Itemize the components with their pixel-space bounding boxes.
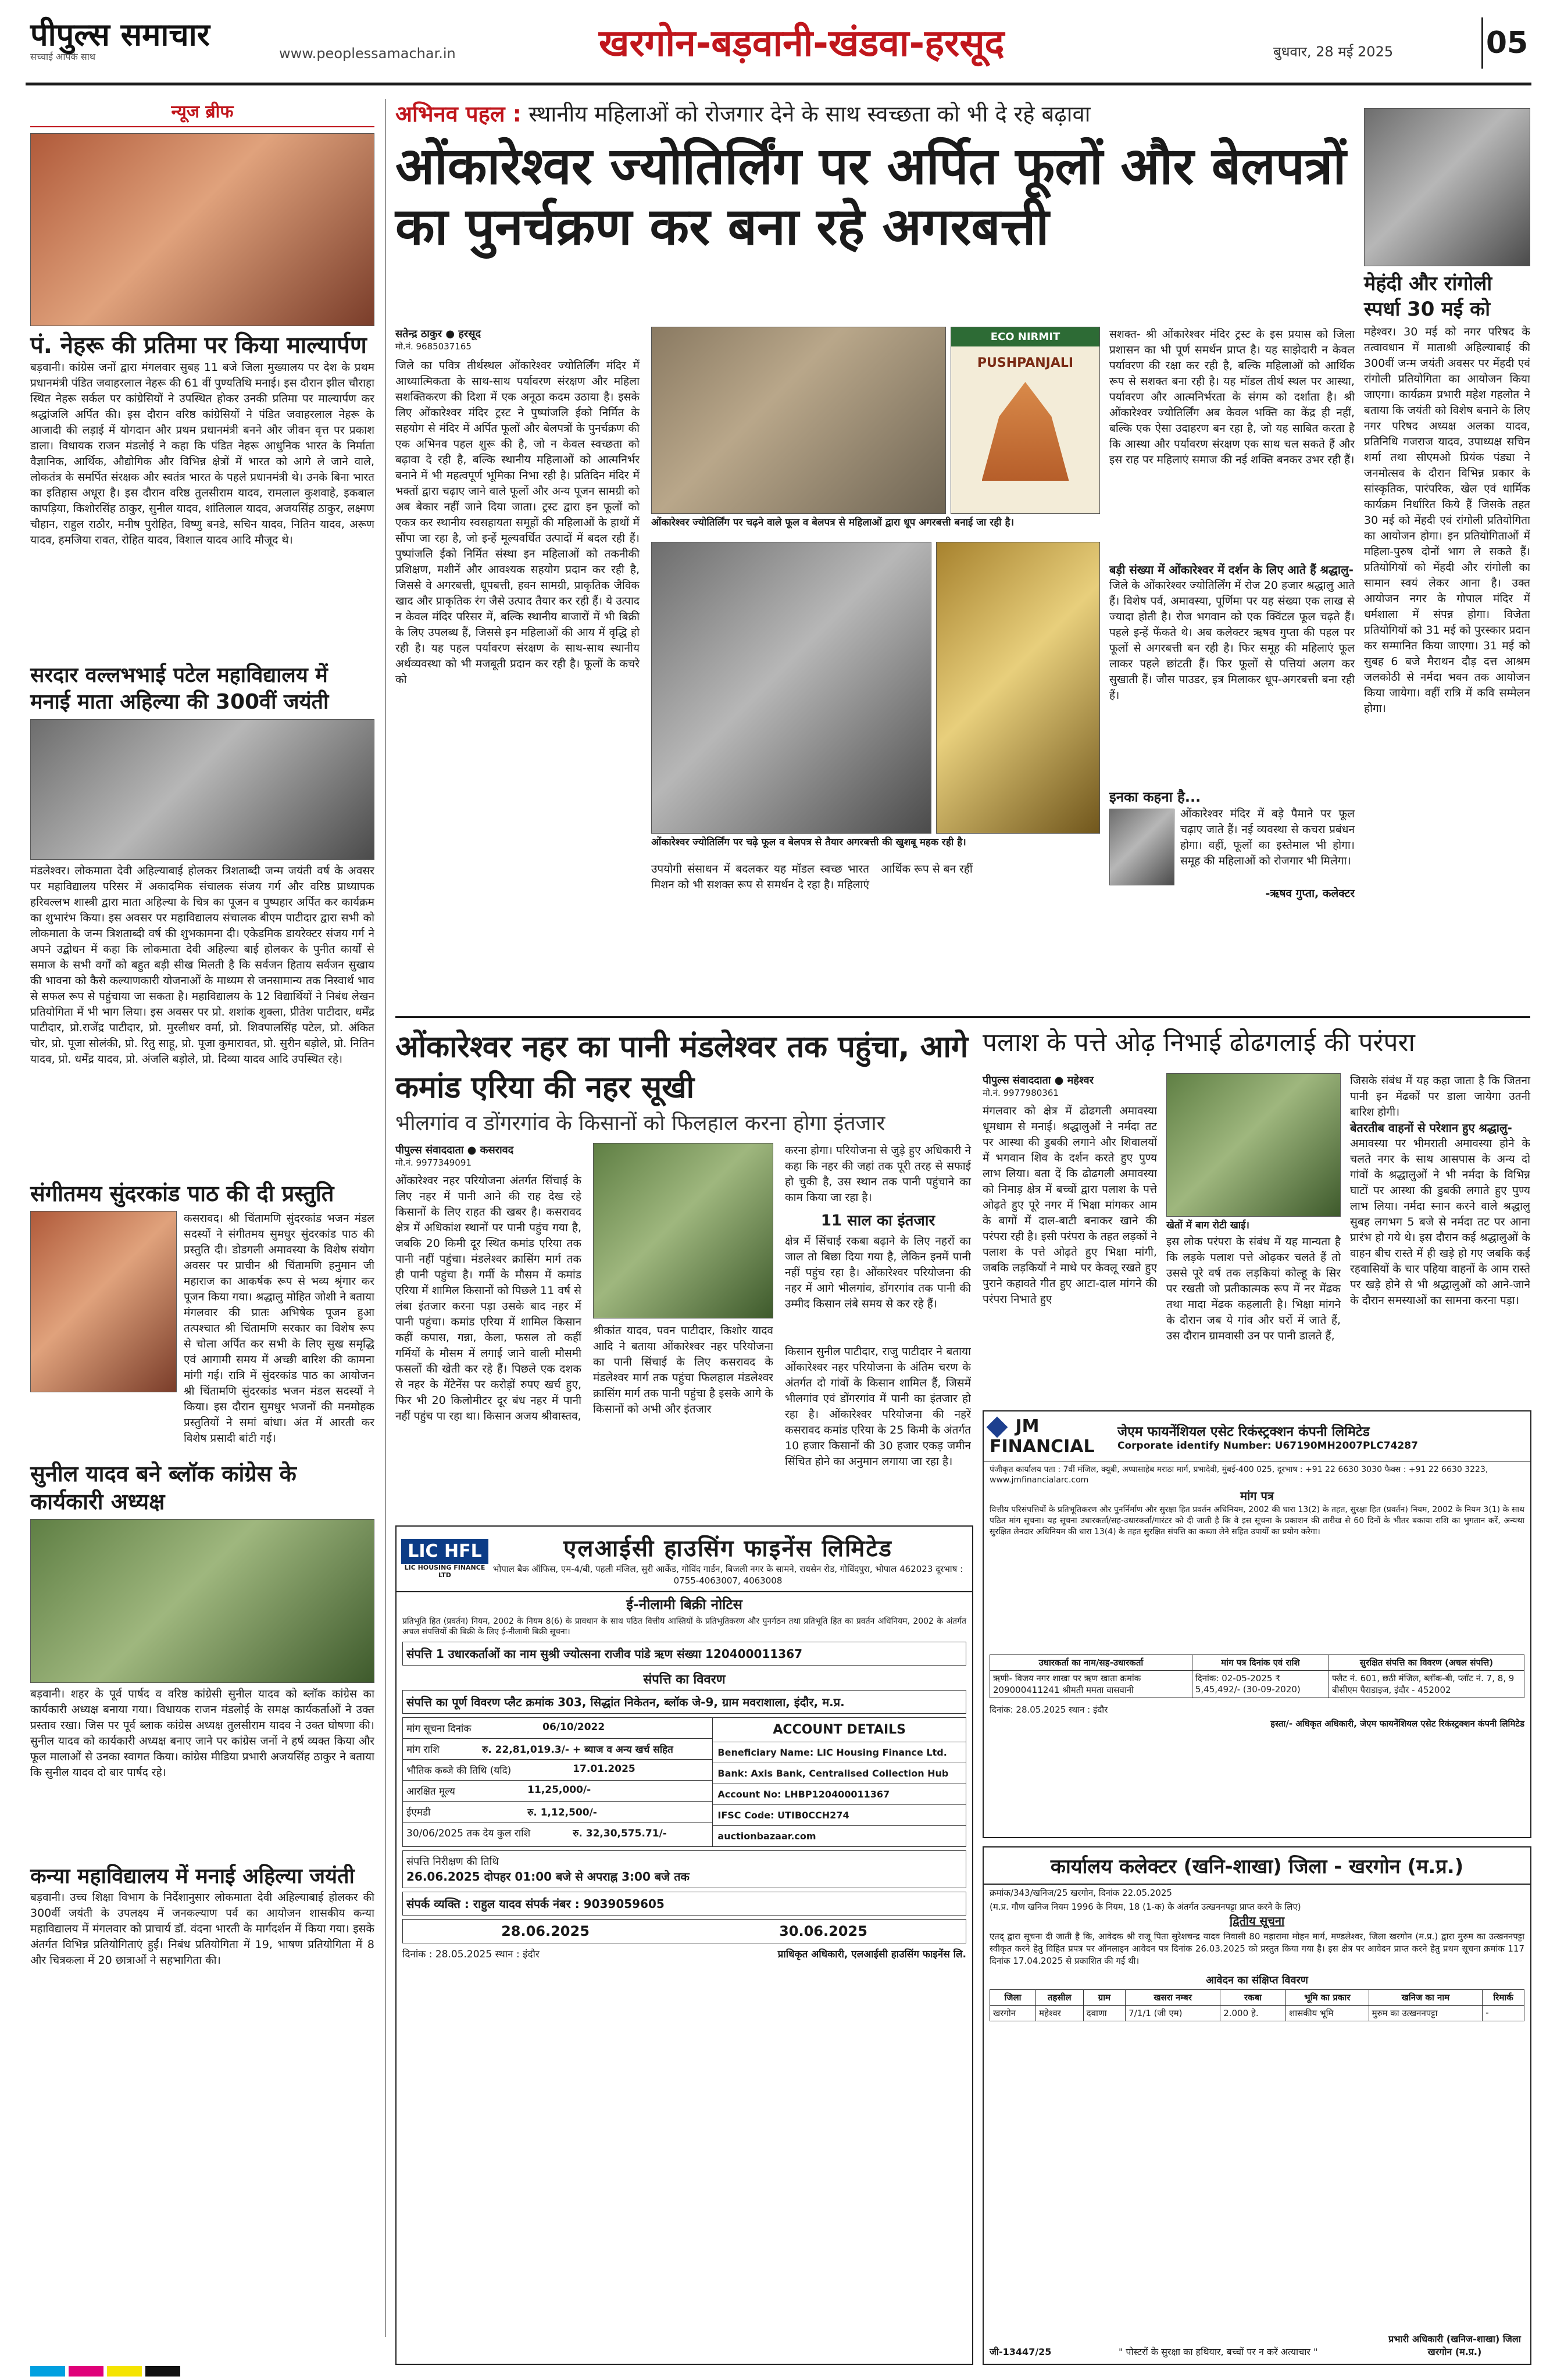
lic-inspection-date: 26.06.2025 दोपहर 01:00 बजे से अपराह्न 3:00 बजे तक: [406, 1870, 690, 1884]
main-story: [395, 100, 1355, 1007]
lic-inspection-label: संपत्ति निरीक्षण की तिथि: [406, 1856, 499, 1868]
main-photos: [651, 327, 1099, 925]
palash-col1-text: मंगलवार को क्षेत्र में ढोढगली अमावस्या धूमधाम से मनाई। श्रद्धालुओं ने नर्मदा तट पर आस्था की डुबकी लगाने और शिवालयों में भगवान शिव के दर्शन करते हुए पुण्य लाभ लिया। बता दें कि ढोढगली अमावस्या को निमाड़ क्षेत्र में बच्चों द्वारा पलाश के पत्ते ओढ़ते हुए पूरे नगर में भिक्षा मांगकर आम के बागों में दाल-बाटी बनाकर खाने की परंपरा रही है। इसी परंपरा के तहत लड़कों ने पलाश के पत्ते ओढ़ते हुए भिक्षा मांगी, जबकि लड़कियों ने माथे पर केवलू रखते हुए पुराने कहावते गीत हुए आटा-दाल मांगने की परंपरा निभाते हुए: [983, 1105, 1157, 1306]
brief3-title: संगीतमय सुंदरकांड पाठ की दी प्रस्तुति: [30, 1181, 334, 1206]
ahilyabai-statue-photo: [1364, 108, 1530, 266]
website-url[interactable]: www.peoplessamachar.in: [279, 45, 456, 62]
hanuman-shringar-photo: [30, 1211, 177, 1392]
row-key: आरक्षित मूल्य: [406, 1786, 455, 1797]
collector-title: कार्यालय कलेक्टर (खनि-शाखा) जिला - खरगोन (म.प्र.): [984, 1847, 1530, 1885]
collector-table-wrap: [984, 1987, 1530, 2024]
lic-auction-site[interactable]: auctionbazaar.com: [717, 1831, 816, 1842]
lic-footer-date: दिनांक : 28.05.2025 स्थान : इंदौर: [402, 1949, 540, 1960]
jm-footer: दिनांक: 28.05.2025 स्थान : इंदौर: [990, 1704, 1108, 1715]
row-value: रु. 22,81,019.3/- + ब्याज व अन्य खर्च सहित: [482, 1744, 673, 1756]
collector-rule: (म.प्र. गौण खनिज नियम 1996 के नियम, 18 (1-क) के अंतर्गत उत्खननपट्टा प्राप्त करने के लिए): [990, 1902, 1301, 1912]
main-col3-text: सशक्त- श्री ओंकारेश्वर मंदिर ट्रस्ट के इस प्रयास को जिला प्रशासन का भी पूर्ण समर्थन प्राप्त है। यह साझेदारी न केवल पर्यावरण की रक्षा कर रही है, बल्कि महिलाओं को आर्थिक रूप से सशक्त बना रही है। यह मॉडल तीर्थ स्थल पर आस्था, पर्यावरण और आत्मनिर्भरता के संगम को दर्शाता है। श्री ओंकारेश्वर ज्योतिर्लिंग अब केवल भक्ति का केंद्र ही नहीं, बल्कि एक ऐसा उदाहरण बन रहा है, जो यह साबित करता है कि आस्था और पर्यावरण संरक्षण एक साथ चल सकते हैं और इस राह पर महिलाएं समाज की नई शक्ति बनकर उभर रही हैं।: [1109, 328, 1355, 466]
color-swatch: [107, 2366, 142, 2377]
kicker-text: स्थानीय महिलाओं को रोजगार देने के साथ स्वच्छता को भी दे रहे बढ़ावा: [528, 101, 1091, 127]
td-mineral: मुरुम का उत्खननपट्टा: [1369, 2006, 1483, 2021]
jm-td-borrower: ऋणी- विजय नगर शाखा पर ऋण खाता क्रमांक 209000411241 श्रीमती ममता वासवानी: [990, 1671, 1192, 1698]
jm-table: [990, 1654, 1524, 1698]
row-key: 30/06/2025 तक देय कुल राशि: [406, 1828, 531, 1839]
palash-story: [983, 1027, 1530, 1410]
palash-col-2: [1166, 1073, 1341, 1410]
palash-col2-text: इस लोक परंपरा के संबंध में यह मान्यता है कि लड़के पलाश पत्ते ओढ़कर चलते हैं तो उससे पूरे वर्ष तक लड़कियां कोल्हू के सिर पर रखती जो प्रतीकात्मक रूप में नर मेंढक तथा मादा मेंढक कहलाती है। भिक्षा मांगने के दौरान जब ये गांव और घरों में जाते हैं, उस दौरान ग्रामवासी उन पर पानी डालते हैं,: [1166, 1235, 1341, 1342]
table-row: [403, 1739, 712, 1760]
td-village: दवाणा: [1083, 2006, 1126, 2021]
table-row: [403, 1822, 712, 1843]
row-key: ईएमडी: [406, 1807, 431, 1818]
td-khasra: 7/1/1 (जी एम): [1126, 2006, 1220, 2021]
palash-col3-text: जिसके संबंध में यह कहा जाता है कि जितना पानी इन मेंढकों पर डाला जायेगा उतनी बारिश होगी।: [1350, 1074, 1530, 1118]
brief5-body: बड़वानी। उच्च शिक्षा विभाग के निर्देशानुसार लोकमाता देवी अहिल्याबाई होलकर की 300वीं जयंती के उपलक्ष्य में जनकल्याण पर्व का आयोजन शासकीय कन्या महाविद्यालय में मंगलवार को प्राचार्य डॉ. वंदना भारती के मार्गदर्शन में किया गया। इसके अंतर्गत विभिन्न प्रतियोगिताएं हुईं। निबंध प्रतियोगिता में 19, भाषण प्रतियोगिता में 8 और चित्रकला में 20 छात्राओं ने सहभागिता की।: [30, 1891, 374, 1967]
lic-loan-rows: [403, 1718, 713, 1846]
collector-notice-title: द्वितीय सूचना: [1229, 1914, 1285, 1928]
lic-subtitle: ई-नीलामी बिक्री नोटिस: [626, 1596, 742, 1613]
row-value: रु. 32,30,575.71/-: [573, 1828, 667, 1839]
collector-table: [990, 1989, 1524, 2021]
lic-hfl-notice: [395, 1525, 973, 2365]
column-divider: [385, 99, 386, 2337]
canal-col2-text: करना होगा। परियोजना से जुड़े हुए अधिकारी ने कहा कि नहर की जहां तक पूरी तरह से सफाई हो चुकी है, उस स्थान तक पानी पहुंचाने का काम किया जा रहा है।: [785, 1144, 971, 1204]
brief5-title: कन्या महाविद्यालय में मनाई अहिल्या जयंती: [30, 1864, 355, 1888]
canal-story: [395, 1027, 971, 1518]
jm-brand: JM FINANCIAL: [990, 1416, 1095, 1457]
page-date: बुधवार, 28 मई 2025: [1273, 44, 1394, 60]
td-remark: -: [1483, 2006, 1524, 2021]
lic-bank-row: Bank: Axis Bank, Centralised Collection Hub: [713, 1763, 966, 1784]
lic-bank-row: Beneficiary Name: LIC Housing Finance Ltd.: [713, 1742, 966, 1763]
main-col3-text-b: जिले के ओंकारेश्वर ज्योतिर्लिंग में रोज 20 हजार श्रद्धालु आते हैं। विशेष पर्व, अमावस्या, पूर्णिमा पर यह संख्या एक लाख से ज्यादा होती है। रोज भगवान को एक क्विंटल फूल चढ़ते हैं। पहले इन्हें फेंकते थे। अब कलेक्टर ऋषव गुप्ता की पहल पर फूलों से अगरबत्ती बन रही है। फिर समूह की महिलाएं फूल लाकर पहले छांटती हैं। फिर फूलों से पत्तियां अलग कर सुखाती हैं। जौस पाउडर, इत्र मिलाकर धूप-अगरबत्ती बना रही हैं।: [1109, 579, 1355, 702]
table-row: [990, 1671, 1524, 1698]
logo: [30, 16, 274, 64]
row-key: मांग राशि: [406, 1744, 440, 1756]
lic-property: संपत्ति का पूर्ण विवरण प्लैट क्रमांक 303, सिद्धांत निकेतन, ब्लॉक जे-9, ग्राम मवराशाला, इंदौर, म.प्र.: [402, 1690, 966, 1714]
collector-photo: [1109, 809, 1174, 885]
table-row: [403, 1760, 712, 1781]
canal-subheading: 11 साल का इंतजार: [820, 1212, 935, 1230]
brief3-body: कसरावद। श्री चिंतामणि सुंदरकांड भजन मंडल सदस्यों ने संगीतमय सुमधुर सुंदरकांड पाठ की प्रस्तुति दी। डोडगली अमावस्या के विशेष संयोग अवसर पर प्राचीन श्री चिंतामणि हनुमान जी महाराज का आकर्षक रूप से भव्य श्रृंगार कर पूजन किया गया। श्रद्धालु मोहित जोशी ने बताया मंगलवार की प्रातः अभिषेक पूजन हुआ तत्पश्चात श्री चिंतामणि सरकार का विशेष रूप से चोला अर्पित कर सभी के लिए सुख समृद्धि एवं आगामी समय में अच्छी बारिश की कामना मांगी गई। रात्रि में सुंदरकांड पाठ का आयोजन श्री चिंतामणि सुंदरकांड भजन मंडल सदस्यों ने किया। इस दौरान सुमधुर भजनों की मनमोहक प्रस्तुतियों ने समां बांधा। अंत में आरती कर विशेष प्रसादी बांटी गई।: [184, 1212, 374, 1445]
children-palash-leaves-photo: [1166, 1073, 1341, 1217]
collector-footer-note: " पोस्टरों के सुरक्षा का हथियार, बच्चों पर न करें अत्याचार ": [1118, 2346, 1318, 2357]
jm-address: पंजीकृत कार्यालय पता : 7वीं मंजिल, क्यूबी, अप्पासाहेब मराठा मार्ग, प्रभादेवी, मुंबई-400 025, दूरभाष : +91 22 6630 3030 फैक्स : +91 22 6630 3223, www.jmfinancialarc.com: [990, 1465, 1488, 1485]
lic-title: एलआईसी हाउसिंग फाइनेंस लिमिटेड: [563, 1535, 892, 1562]
canal-col1-text: ओंकारेश्वर नहर परियोजना अंतर्गत सिंचाई के लिए नहर में पानी आने की राह देख रहे किसानों के लिए राहत की खबर है। कसरावद क्षेत्र में अधिकांश स्थानों पर पानी पहुंच गया है, जबकि 20 किमी दूर स्थित कमांड एरिया तक पानी नहीं पहुंचा। मंडलेश्वर क्रासिंग मार्ग तक ही पानी पहुंचा है। गर्मी के मौसम में कमांड एरिया में शामिल किसानों को पिछले 11 वर्ष से लंबा इंतजार करना पड़ा उसके बाद नहर में पानी पहुंचा। कमांड एरिया में शामिल किसान कहीं कपास, गन्ना, केला, फसल तो कहीं गर्मियों के मौसम में लगाई जाने वाली मौसमी फसलों की खेती कर रहे हैं। पिछले एक दशक से नहर के मेंटेनेंस पर करोड़ों रुपए खर्च हुए, फिर भी 20 किलोमीटर दूर बंध नहर में पानी नहीं पहुंच पा रहा था। किसान अजय श्रीवास्तव,: [395, 1174, 581, 1423]
jm-th-borrower: उधारकर्ता का नाम/सह-उधारकर्ता: [990, 1655, 1192, 1671]
th-khasra: खसरा नम्बर: [1126, 1990, 1220, 2006]
palash-headline: पलाश के पत्ते ओढ़ निभाई ढोढगलाई की परंपरा: [983, 1028, 1415, 1057]
th-area: रकबा: [1220, 1990, 1286, 2006]
th-district: जिला: [990, 1990, 1036, 2006]
main-col-3: [1109, 327, 1355, 1007]
lic-intro: प्रतिभूति हित (प्रवर्तन) नियम, 2002 के नियम 8(6) के प्रावधान के साथ पठित वित्तीय आस्तियों के प्रतिभूतिकरण और पुनर्गठन तथा प्रतिभूति हित का प्रवर्तन अधिनियम, 2002 के अंतर्गत अचल संपत्तियों की बिक्री के लिए ई-नीलामी बिक्री सूचना।: [402, 1617, 966, 1636]
canal-col-1: [395, 1143, 581, 1518]
brief1-title: पं. नेहरू की प्रतिमा पर किया माल्यार्पण: [30, 332, 367, 359]
main-caption-2: ओंकारेश्वर ज्योतिर्लिंग पर चढ़े फूल व बेलपत्र से तैयार अगरबत्ती की खुशबू महक रही है।: [651, 836, 1099, 849]
collector-notice: [983, 1846, 1531, 2365]
collector-table-title: आवेदन का संक्षिप्त विवरण: [1206, 1974, 1308, 1986]
jm-sign: हस्ता/- अधिकृत अधिकारी, जेएम फायनेंशियल एसेट रिकंस्ट्रक्शन कंपनी लिमिटेड: [1270, 1718, 1524, 1729]
jm-header: [984, 1411, 1530, 1462]
td-land-type: शासकीय भूमि: [1286, 2006, 1369, 2021]
masthead-rule: [26, 83, 1531, 85]
main-byline: सतेन्द्र ठाकुर ● हरसूद: [395, 328, 481, 340]
jm-title: जेएम फायनेंशियल एसेट रिकंस्ट्रक्शन कंपनी लिमिटेड: [1117, 1424, 1370, 1439]
jm-notice-title: मांग पत्र: [1240, 1489, 1274, 1503]
logo-text: पीपुल्स समाचार: [30, 16, 210, 53]
lic-property-label: संपत्ति का विवरण: [643, 1673, 726, 1687]
jm-body: वित्तीय परिसंपत्तियों के प्रतिभूतिकरण और पुनर्निर्माण और सुरक्षा हित प्रवर्तन अधिनियम, 2002 की धारा 13(2) के तहत, सुरक्षा हित (प्रवर्तन) नियम, 2002 के नियम 3(1) के साथ पठित मांग सूचना। यह सूचना उधारकर्ता/सह-उधारकर्ता/गारंटर को दी जाती है कि वे इस सूचना के प्रकाशन की तारीख से 60 दिनों के भीतर बकाया राशि का भुगतान करें, अन्यथा सुरक्षित लेनदार अधिनियम की धारा 13(4) के तहत सुरक्षित संपत्ति का कब्जा लेने सहित उपायों का प्रयोग करेगा।: [990, 1505, 1524, 1536]
lic-address: भोपाल बैक ऑफिस, एम-4/बी, पहली मंजिल, सुरी आर्केड, गोविंद गार्डन, बिजली नगर के सामने, रायसेन रोड, गोविंदपुरा, भोपाल 462023 दूरभाष : 0755-4063007, 4063008: [492, 1564, 963, 1586]
th-land-type: भूमि का प्रकार: [1286, 1990, 1369, 2006]
news-brief-label: न्यूज ब्रीफ: [30, 99, 374, 127]
lic-title-block: [488, 1531, 967, 1586]
temple-illustration: [982, 382, 1069, 481]
woman-with-tray-photo: [936, 542, 1100, 834]
color-swatch: [145, 2366, 180, 2377]
main-bottom-text: उपयोगी संसाधन में बदलकर यह मॉडल स्वच्छ भारत मिशन को भी सशक्त रूप से समर्थन दे रहा है। महिलाएं आर्थिक रूप से बन रहीं: [651, 863, 973, 891]
palash-subheading: बेतरतीब वाहनों से परेशान हुए श्रद्धालु-: [1350, 1121, 1512, 1135]
jm-th-demand: मांग पत्र दिनांक एवं राशि: [1192, 1655, 1329, 1671]
table-row: [990, 2006, 1524, 2021]
color-swatch: [30, 2366, 65, 2377]
td-area: 2.000 हे.: [1220, 2006, 1286, 2021]
brief2-body: मंडलेश्वर। लोकमाता देवी अहिल्याबाई होलकर त्रिशताब्दी जन्म जयंती वर्ष के अवसर पर महाविद्यालय परिसर में अकादमिक संचालक संजय गर्ग और वरिष्ठ प्राध्यापक हरिवल्लभ शास्त्री द्वारा माता अहिल्या के चित्र का पूजन व पुष्पहार अर्पित कर कार्यक्रम का शुभारंभ किया। इस अवसर पर महाविद्यालय संचालक बीएम पाटीदार द्वारा सभी को लोकमाता के जन्म त्रिशताब्दी वर्ष की शुभकामना दी। एकेडमिक डायरेक्टर संजय गर्ग ने अपने उद्बोधन में कहा कि लोकमाता देवी अहिल्या बाई होलकर के पुनीत कार्यों से समाज के सभी वर्गों को बहुत बड़ी सीख मिलती है कि सर्वजन हिताय सर्वजन सुखाय की भावना को कैसे कल्याणकारी योजनाओं के माध्यम से जनसामान्य तक निस्वार्थ भाव से सफल रूप से पहुंचाया जा सकता है। महाविद्यालय के 12 विद्यार्थियों ने निबंध लेखन प्रतियोगिता में भी भाग लिया। इस अवसर पर प्रो. शशांक शुक्ला, प्रीतेश पाटीदार, धर्मेंद्र पाटीदार, प्रो.राजेंद्र पाटीदार, प्रो. मुरलीधर वर्मा, प्रो. शिवपालसिंह पटेल, प्रो. अंकित चोर, प्रो. पूजा सोलंकी, प्रो. रितु साहू, प्रो. पूजा कुमारावत, प्रो. सुरीन बड़ोले, प्रो. नितिन यादव, प्रो. धर्मेंद्र यादव, प्रो. अंजलि बड़ोले, प्रो. दिव्या यादव आदि उपस्थित रहे।: [30, 864, 374, 1066]
palash-col-1: [983, 1073, 1157, 1410]
collector-body: एतद् द्वारा सूचना दी जाती है कि, आवेदक श्री राजू पिता सुरेशचन्द्र यादव निवासी 80 महारामा मोहन मार्ग, मण्डलेश्वर, जिला खरगोन (म.प्र.) द्वारा मुरुम का उत्खननपट्टा स्वीकृत करने हेतु विहित प्रपत्र पर ऑनलाइन आवेदन पत्र दिनांक 26.03.2025 को प्रस्तुत किया गया है। इस क्षेत्र पर आवेदन प्राप्त करने हेतु प्रथम सूचना क्रमांक 117 दिनांक 17.04.2025 से प्रकाशित की गई थी।: [990, 1931, 1524, 1966]
td-district: खरगोन: [990, 2006, 1036, 2021]
section-title: खरगोन-बड़वानी-खंडवा-हरसूद: [599, 22, 1005, 65]
print-registration-bar: [30, 2366, 1530, 2377]
canal-col3-text: किसान सुनील पाटीदार, राजु पाटीदार ने बताया ओंकारेश्वर नहर परियोजना के अंतिम चरण के अंतर्गत दो गांवों के किसान शामिल हैं, जिसमें भीलगांव एवं डोंगरगांव में पानी का इंतजार हो रहा है। ओंकारेश्वर परियोजना की नहरें कसरावद कमांड एरिया के 25 किमी के अंतर्गत 10 हजार किसानों की 30 हजार एकड़ जमीन सिंचित होने का अनुमान लगाया जा रहा है।: [785, 1345, 971, 1468]
main-mobile: मो.नं. 9685037165: [395, 341, 472, 352]
college-event-photo: [30, 719, 374, 860]
palash-caption: खेतों में बाग रोटी खाई।: [1166, 1219, 1341, 1232]
kicker: [395, 100, 1355, 128]
lic-emd-date: 28.06.2025: [501, 1923, 590, 1939]
lic-brand: LIC HFL: [401, 1539, 488, 1564]
lic-footer: [402, 1947, 966, 1960]
jm-td-demand: दिनांक: 02-05-2025 ₹ 5,45,492/- (30-09-2020): [1192, 1671, 1329, 1698]
main-headline: ओंकारेश्वर ज्योतिर्लिंग पर अर्पित फूलों और बेलपत्रों का पुनर्चक्रण कर बना रहे अगरबत्ती: [395, 136, 1347, 256]
packet-name: PUSHPANJALI: [977, 356, 1074, 370]
canal-headline: ओंकारेश्वर नहर का पानी मंडलेश्वर तक पहुंचा, आगे कमांड एरिया की नहर सूखी: [395, 1030, 969, 1105]
collector-quote: ओंकारेश्वर मंदिर में बड़े पैमाने पर फूल चढ़ाए जाते हैं। नई व्यवस्था से कचरा प्रबंधन होगा। वहीं, फूलों का इस्तेमाल भी होगा। समूह की महिलाओं को रोजगार भी मिलेगा।: [1180, 807, 1355, 867]
table-row: [403, 1802, 712, 1822]
side-body: महेश्वर। 30 मई को नगर परिषद के तत्वावधान में माताश्री अहिल्याबाई की 300वीं जन्म जयंती अवसर पर मेंहदी एवं रांगोली प्रतियोगिता का आयोजन किया जाएगा। कार्यक्रम प्रभारी महेश गहलोत ने बताया कि जयंती को विशेष बनाने के लिए नगर परिषद अध्यक्ष अलका यादव, प्रतिनिधि गजराज यादव, उपाध्यक्ष सचिन शर्मा तथा सीएमओ प्रियंक पंड्या ने जनमोत्सव के दौरान विभिन्न प्रकार के सांस्कृतिक, पारंपरिक, खेल एवं धार्मिक कार्यक्रम निर्धारित किये हैं जिसके तहत 30 मई को मेंहदी एवं रांगोली प्रतियोगिता का आयोजन होगा। इन प्रतियोगिताओं में महिला-पुरुष दोनों भाग ले सकते हैं। प्रतियोगियों को मेंहदी और रांगोली का सामान स्वयं लेकर आना है। उक्त आयोजन नगर के गोपाल मंदिर में धर्मशाला में संपन्न होगा। विजेता प्रतियोगियों को 31 मई को पुरस्कार प्रदान कर सम्मानित किया जाएगा। 31 मई को सुबह 6 बजे मैराथन दौड़ दत्त आश्रम जलकोठी से नर्मदा भवन तक आयोजन किया जायेगा। वहीं रात्रि में कवि सम्मेलन होगा।: [1364, 326, 1530, 715]
flowers-drying-photo: [651, 327, 946, 514]
nehru-statue-photo: [30, 133, 374, 326]
kicker-label: अभिनव पहल :: [395, 101, 522, 127]
row-key: मांग सूचना दिनांक: [406, 1723, 472, 1735]
lic-bank-row: Account No: LHBP120400011367: [713, 1784, 966, 1805]
quote-label: इनका कहना है...: [1109, 789, 1201, 805]
jm-table-wrap: [984, 1651, 1530, 1702]
lic-account-details: [713, 1718, 966, 1846]
side-title: मेहंदी और रांगोली स्पर्धा 30 मई को: [1364, 272, 1492, 321]
quote-author: -ऋषव गुप्ता, कलेक्टर: [1265, 887, 1355, 900]
packet-brand: ECO NIRMIT: [951, 327, 1099, 346]
th-tehsil: तहसील: [1036, 1990, 1084, 2006]
canal-col-2: [593, 1143, 773, 1518]
jm-logo-icon: [987, 1416, 1008, 1438]
section-rule: [395, 1016, 1530, 1018]
logo-tagline: सच्चाई आपके साथ: [30, 51, 96, 62]
canal-subhead: भीलगांव व डोंगरगांव के किसानों को फिलहाल करना होगा इंतजार: [395, 1112, 885, 1135]
palash-mobile: मो.नं. 9977980361: [983, 1088, 1059, 1098]
table-row: [403, 1781, 712, 1802]
main-caption-1: ओंकारेश्वर ज्योतिर्लिंग पर चढ़ने वाले फूल व बेलपत्र से महिलाओं द्वारा धूप अगरबत्ती बनाई जा रही है।: [651, 516, 1099, 529]
side-story: [1364, 108, 1530, 1009]
collector-table-header: [990, 1990, 1524, 2006]
lic-sign: प्राधिकृत अधिकारी, एलआईसी हाउसिंग फाइनेंस लि.: [777, 1949, 966, 1960]
row-value: 11,25,000/-: [527, 1784, 591, 1796]
collector-ref: क्रमांक/343/खनिज/25 खरगोन, दिनांक 22.05.2025: [990, 1888, 1172, 1898]
jm-financial-notice: [983, 1410, 1531, 1838]
collector-sign: प्रभारी अधिकारी (खनिज-शाखा) जिला खरगोन (म.प्र.): [1388, 2333, 1521, 2357]
brief1-body: बड़वानी। कांग्रेस जनों द्वारा मंगलवार सुबह 11 बजे जिला मुख्यालय पर देश के प्रथम प्रधानमंत्री पंडित जवाहरलाल नेहरू की 61 वीं पुण्यतिथि मनाई। इस दौरान झील चौराहा स्थित नेहरू सर्कल पर कांग्रेसियों ने उपस्थित होकर उनकी प्रतिमा पर माल्यार्पण कर श्रद्धांजलि अर्पित की। इस दौरान वरिष्ठ कांग्रेसियों ने पंडित जवाहरलाल नेहरू के आजादी की लड़ाई में योगदान और प्रथम प्रधानमंत्री बनने और जीवन वृत्त पर प्रकाश डाला। विधायक राजन मंडलोई ने कहा कि पंडित नेहरू आधुनिक भारत के निर्माता वैज्ञानिक, आर्थिक, औद्योगिक और विभिन्न क्षेत्रों में भारत को आगे ले जाने वाले, लोकतंत्र के समर्पित संरक्षक और स्वतंत्र भारत के पहले प्रधानमंत्री थे। उनके बिना भारत का इतिहास अधूरा है। इस दौरान वरिष्ठ तुलसीराम यादव, रामलाल कुशवाहे, इकबाल कापड़िया, किशोरसिंह ठाकुर, सुनील यादव, शांतिलाल यादव, अजयसिंह ठाकुर, लक्ष्मण चौहान, राहुल राठौर, मनीष पुरोहित, विष्णु बनडे, सचिन यादव, नितिन यादव, अरूण यादव, हमजिया रावत, रोहित यादव, विशाल यादव आदि मौजूद थे।: [30, 361, 374, 546]
th-mineral: खनिज का नाम: [1369, 1990, 1483, 2006]
palash-byline: पीपुल्स संवाददाता ● महेश्वर: [983, 1074, 1094, 1087]
lic-header: [397, 1527, 972, 1592]
jm-table-header: [990, 1655, 1524, 1671]
collector-footer: [990, 2332, 1524, 2358]
palash-col3-text-b: अमावस्या पर भीमराती अमावस्या होने के चलते नगर के साथ आसपास के अन्य दो गांवों के श्रद्धालुओं ने भी नर्मदा के विभिन्न घाटों पर आस्था की डुबकी लगाते हुए पुण्य लाभ लिया। नर्मदा स्नान करने वाले श्रद्धालु सुबह लगभग 5 बजे से नर्मदा तट पर आना प्रारंभ हो गये थे। इस दौरान कई श्रद्धालुओं के वाहन बीच रास्ते में ही खड़े हो गए जबकि कई रहवासियों के चार पहिया वाहनों के आम रास्ते पर खड़े होने से भी श्रद्धालुओं को आने-जाने के दौरान समस्याओं का सामना करना पड़ा।: [1350, 1137, 1530, 1307]
jm-title-block: [1117, 1421, 1524, 1452]
main-col1-text: जिले का पवित्र तीर्थस्थल ओंकारेश्वर ज्योतिर्लिंग मंदिर में आध्यात्मिकता के साथ-साथ पर्यावरण संरक्षण और महिला सशक्तिकरण की दिशा में एक अनूठा कदम उठाया है। इसके लिए ओंकारेश्वर मंदिर ट्रस्ट ने पुष्पांजलि ईको निर्मित के सहयोग से मंदिर में अर्पित फूलों और बेलपत्रों के पुनर्चक्रण की एक अभिनव पहल शुरू की है, जो न केवल स्वच्छता को बढ़ावा दे रही है, बल्कि स्थानीय महिलाओं को आत्मनिर्भर बनाने में भी महत्वपूर्ण भूमिका निभा रही है। प्रतिदिन मंदिर में भक्तों द्वारा चढ़ाए जाने वाले फूलों और अन्य पूजन सामग्री को अब बेकार नहीं जाने दिया जाता। ट्रस्ट द्वारा इन फूलों को एकत्र कर स्थानीय स्वसहायता समूहों की महिलाओं के हाथों में सौंपा जा रहा है, जो इन्हें मूल्यवर्धित उत्पादों में बदल रही हैं। पुष्पांजलि ईको निर्मित संस्था इन महिलाओं को तकनीकी प्रशिक्षण, मशीनें और आवश्यक सहयोग प्रदान कर रही है, जिससे वे अगरबत्ती, धूपबत्ती, हवन सामग्री, प्राकृतिक जैविक खाद और प्राकृतिक रंग जैसे उत्पाद तैयार कर रही हैं। ये उत्पाद न केवल मंदिर परिसर में, बल्कि स्थानीय बाजारों में भी बिक्री के लिए उपलब्ध हैं, जिससे इन महिलाओं की आय में वृद्धि हो रही है। यह पहल पर्यावरण संरक्षण के साथ-साथ स्थानीय अर्थव्यवस्था को भी मजबूती प्रदान कर रही है। फूलों के कचरे को: [395, 359, 640, 686]
table-row: [403, 1718, 712, 1739]
lic-logo: [401, 1539, 488, 1579]
lic-borrower: संपत्ति 1 उधारकर्ताओं का नाम सुश्री ज्योत्सना राजीव पांडे ऋण संख्या 120400011367: [402, 1642, 966, 1666]
collector-footer-ref: जी-13447/25: [990, 2346, 1052, 2357]
women-making-incense-photo: [651, 542, 931, 834]
canal-col-3: [785, 1143, 971, 1518]
td-tehsil: महेश्वर: [1036, 2006, 1084, 2021]
page-number: 05: [1481, 17, 1531, 69]
th-remark: रिमार्क: [1483, 1990, 1524, 2006]
canal-mobile: मो.नं. 9977349091: [395, 1157, 472, 1168]
brief2-title: सरदार वल्लभभाई पटेल महाविद्यालय में मनाई माता अहिल्या की 300वीं जयंती: [30, 663, 329, 714]
brief4-body: बड़वानी। शहर के पूर्व पार्षद व वरिष्ठ कांग्रेसी सुनील यादव को ब्लॉक कांग्रेस का कार्यकारी अध्यक्ष बनाया गया। विधायक राजन मंडलोई के समक्ष कार्यकर्ताओं ने उक्त प्रस्ताव रखा। जिस पर पूर्व ब्लाक कांग्रेस अध्यक्ष तुलसीराम यादव ने उक्त घोषणा की। सुनील यादव को कार्यकारी अध्यक्ष बनाए जाने पर कांग्रेस जनों ने हर्ष व्यक्त किया और फूल मालाओं से उनका स्वागत किया। कांग्रेस मीडिया प्रभारी अजयसिंह ठाकुर ने बताया कि सुनील यादव दो बार पार्षद रहे।: [30, 1688, 374, 1779]
color-swatch: [69, 2366, 103, 2377]
left-column: [30, 99, 374, 2337]
jm-cin: Corporate identify Number: U67190MH2007PLC74287: [1117, 1440, 1418, 1452]
lic-auction-date: 30.06.2025: [779, 1923, 867, 1939]
dry-canal-photo: [593, 1143, 773, 1318]
lic-contact: संपर्क व्यक्ति : राहुल यादव संपर्क नंबर : 9039059605: [402, 1892, 966, 1916]
main-col-1: [395, 327, 640, 1007]
jm-th-property: सुरक्षित संपत्ति का विवरण (अचल संपत्ति): [1329, 1655, 1524, 1671]
brief4-title: सुनील यादव बने ब्लॉक कांग्रेस के कार्यकारी अध्यक्ष: [30, 1461, 297, 1514]
th-village: ग्राम: [1083, 1990, 1126, 2006]
lic-dates: [402, 1919, 966, 1943]
canal-byline: पीपुल्स संवाददाता ● कसरावद: [395, 1144, 514, 1156]
canal-caption: श्रीकांत यादव, पवन पाटीदार, किशोर यादव आदि ने बताया ओंकारेश्वर नहर परियोजना का पानी सिंचाई के लिए कसरावद के मंडलेश्वर मार्ग तक पहुंचा फिलहाल मंडलेश्वर क्रासिंग मार्ग तक पानी पहुंचा है इसके आगे के किसानों को अभी और इंतजार: [593, 1324, 773, 1416]
palash-col-3: [1350, 1073, 1530, 1410]
sunil-yadav-welcome-photo: [30, 1519, 374, 1683]
incense-packet-photo: [951, 327, 1100, 514]
masthead: [0, 0, 1557, 87]
lic-bank-row: IFSC Code: UTIB0CCH274: [713, 1805, 966, 1826]
lic-brand-sub: LIC HOUSING FINANCE LTD: [404, 1564, 485, 1579]
row-key: भौतिक कब्जे की तिथि (यदि): [406, 1765, 512, 1777]
row-value: 17.01.2025: [573, 1763, 635, 1775]
lic-details: [402, 1717, 966, 1847]
jm-logo: [990, 1416, 1117, 1457]
canal-col2-text-b: क्षेत्र में सिंचाई रकबा बढ़ाने के लिए नहरों का जाल तो बिछा दिया गया है, लेकिन इनमें पानी नहीं पहुंच रहा है। ओंकारेश्वर परियोजना की नहर में आगे भीलगांव, डोंगरगांव तक पानी की उम्मीद किसान लंबे समय से कर रहे हैं।: [785, 1235, 971, 1310]
jm-td-property: फ्लैट नं. 601, छठी मंजिल, ब्लॉक-बी, प्लॉट नं. 7, 8, 9 बीसीएम पैराडाइज, इंदौर - 452002: [1329, 1671, 1524, 1698]
lic-account-title: ACCOUNT DETAILS: [713, 1718, 966, 1742]
row-value: रु. 1,12,500/-: [527, 1807, 597, 1818]
row-value: 06/10/2022: [542, 1721, 605, 1733]
main-col3-subhead: बड़ी संख्या में ओंकारेश्वर में दर्शन के लिए आते हैं श्रद्धालु-: [1109, 563, 1354, 577]
lic-inspection: [402, 1850, 966, 1888]
